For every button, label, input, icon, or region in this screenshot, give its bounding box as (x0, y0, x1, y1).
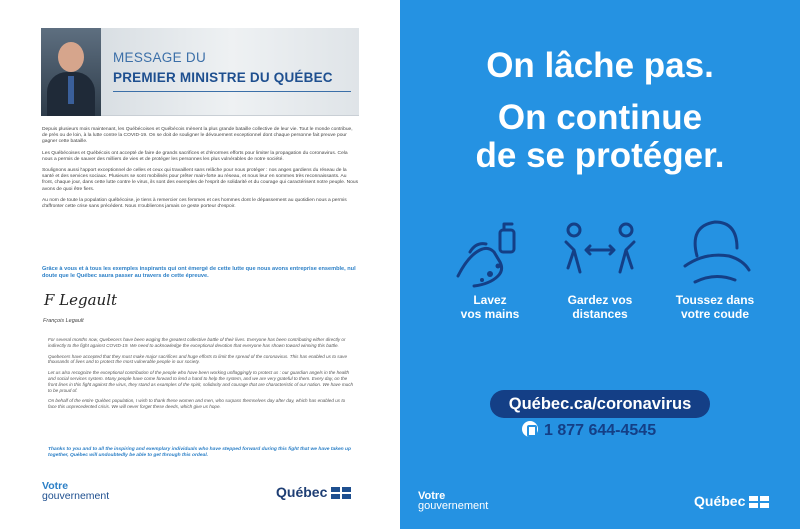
votre-gouvernement-logo (418, 491, 488, 511)
quebec-logo (276, 484, 351, 500)
headline-2 (400, 99, 800, 175)
tip-label: votre coude (680, 306, 749, 321)
phone-icon (522, 421, 538, 437)
tip-cough-elbow (655, 294, 775, 321)
tip-label: distances (572, 306, 628, 321)
french-closing: Grâce à vous et à tous les exemples inspirants qui ont émergé de cette lutte que nous avons entreprise ensemble, nul doute que le Québec saura passer au travers de cette épreuve. (42, 266, 356, 279)
votre-gouvernement-logo (42, 481, 109, 501)
phone-line (522, 421, 656, 440)
headline-2a: On continue (497, 98, 703, 137)
logo-line2: gouvernement (42, 490, 110, 502)
en-paragraph: Quebecers have accepted that they must make major sacrifices and huge efforts to limit the spread of the coronavirus. This has enabled us to save thousands of lives and to protect the most vulnerable people in our society. (48, 353, 348, 365)
phone-number[interactable]: 1 877 644-4545 (544, 422, 657, 439)
logo-line1: Votre (42, 480, 69, 492)
tip-label: vos mains (460, 306, 520, 321)
signature-name: François Legault (43, 318, 84, 324)
right-page (400, 0, 800, 529)
headline-1: On lâche pas. (486, 46, 714, 85)
tip-keep-distance (540, 294, 660, 321)
french-message (42, 127, 358, 215)
banner-title-line1: MESSAGE DU (113, 50, 207, 65)
logo-line1: Votre (418, 490, 446, 502)
signature: F Legault (44, 291, 118, 309)
premier-portrait (41, 28, 101, 116)
headline-2b: de se protéger. (475, 136, 725, 175)
banner-divider (113, 91, 351, 92)
english-message (48, 337, 354, 415)
message-banner (41, 28, 359, 116)
fr-paragraph: Soulignons aussi l'apport exceptionnel de celles et ceux qui travaillent sans relâche pour nous protéger : nos anges gardiens du réseau de la santé et des services sociaux. Plusieurs se sont mobilisés pour prêter main-forte au réseau, et nous leur en sommes très reconnaissants. Au front, chaque jour, dans cette lutte contre le virus, ils sont des exemples de l'esprit de solidarité et du courage qui caractérisent notre peuple. Nous avons de quoi être fiers. (42, 168, 359, 192)
tip-label: Lavez (473, 293, 507, 307)
quebec-wordmark: Québec (694, 493, 746, 509)
tip-label: Toussez dans (675, 293, 755, 307)
cough-elbow-icon (675, 216, 755, 290)
fr-paragraph: Les Québécoises et Québécois ont accepté de faire de grands sacrifices et d'énormes efforts pour limiter la propagation du coronavirus. Cela nous a permis de sauver des milliers de vies et de protéger les personnes les plus vulnérables de notre société. (42, 150, 348, 162)
quebec-flag-icon (749, 496, 769, 508)
fr-paragraph: Depuis plusieurs mois maintenant, les Québécoises et Québécois mènent la plus grande bataille collective de leur vie. Tout le monde contribue, de près ou de loin, à la lutte contre la COVID-19. On se doit de souligner le dévouement exceptionnel dont chaque personne fait preuve pour gagner cette bataille. (42, 127, 353, 145)
en-paragraph: On behalf of the entire Québec population, I wish to thank these women and men, who surpass themselves day after day, which has enabled us to face this unprecedented crisis. We will never forget these deeds, which give us hope. (48, 398, 346, 410)
hand-washing-icon (450, 216, 530, 290)
fr-paragraph: Au nom de toute la population québécoise, je tiens à remercier ces femmes et ces hommes dont le dépassement au quotidien nous a permis d'affronter cette crise sans précédent. Nous n'oublierons jamais ce geste porteur d'espoir. (42, 197, 347, 210)
quebec-flag-icon (331, 487, 351, 499)
distance-icon (560, 216, 640, 290)
coronavirus-url[interactable]: Québec.ca/coronavirus (490, 390, 710, 418)
en-paragraph: Let us also recognize the exceptional contribution of the people who have been working unflaggingly to protect us : our guardian angels in the health and social services system. Many people have come forward to lend a hand to help the system, and we are very grateful to them. Every day, on the front lines in this fight against the virus, they stand as examples of the spirit, solidarity and courage that are characteristic of our nation. We have much to be proud of. (48, 370, 354, 393)
logo-line2: gouvernement (418, 500, 489, 512)
tip-wash-hands (430, 294, 550, 321)
english-closing: Thanks to you and to all the inspiring and exemplary individuals who have stepped forward during this fight that we have taken up together, Québec will undoubtedly be able to get through this ordeal. (48, 447, 351, 459)
banner-title-line2: PREMIER MINISTRE DU QUÉBEC (113, 70, 333, 85)
quebec-wordmark: Québec (276, 484, 328, 500)
tip-label: Gardez vos (567, 293, 633, 307)
quebec-logo (694, 493, 769, 509)
en-paragraph: For several months now, Quebecers have been waging the greatest collective battle of their lives. Everyone has been contributing either directly or indirectly to the fight against COVID-19. We need to acknowledge the exceptional devotion that everyone has shown toward winning this battle. (48, 337, 346, 348)
